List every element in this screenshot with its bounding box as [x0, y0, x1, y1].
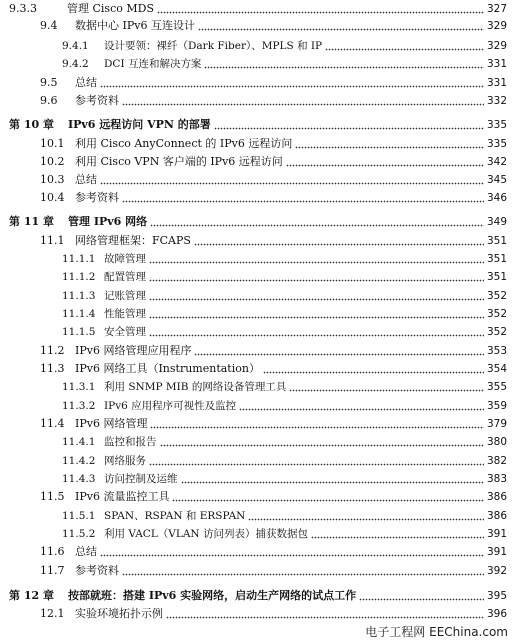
toc-entry-title: 性能管理	[104, 308, 146, 320]
toc-entry-title: 配置管理	[104, 271, 146, 283]
toc-entry	[0, 232, 514, 250]
toc-entry-page: 392	[486, 565, 507, 577]
toc-entry-number: 11.5.1	[62, 510, 96, 522]
toc-entry-title: 总结	[75, 545, 97, 558]
toc-entry-page: 331	[486, 58, 507, 70]
toc-entry-title: IPv6 远程访问 VPN 的部署	[68, 118, 211, 131]
toc-entry-number: 9.4	[40, 19, 58, 32]
toc-entry-number: 9.4.2	[62, 58, 89, 70]
watermark: 电子工程网 EEChina.com	[365, 625, 508, 639]
toc-entry	[0, 342, 514, 360]
toc-entry-number: 11.3.2	[62, 400, 96, 412]
toc-entry-page: 329	[486, 20, 507, 32]
toc-dot-leader	[181, 470, 484, 488]
toc-entry-title: IPv6 网络工具（Instrumentation）	[75, 362, 260, 375]
toc-entry-page: 346	[486, 192, 507, 204]
toc-entry-page: 386	[486, 491, 507, 503]
toc-dot-leader	[204, 55, 484, 73]
toc-entry	[0, 525, 514, 543]
toc-entry-number: 第 11 章	[9, 215, 54, 228]
toc-chapter-entry	[0, 587, 514, 605]
toc-dot-leader	[295, 135, 484, 153]
toc-dot-leader	[194, 232, 484, 250]
toc-entry-number: 12.1	[40, 607, 65, 620]
toc-entry	[0, 17, 514, 35]
toc-chapter-entry	[0, 116, 514, 134]
toc-entry	[0, 305, 514, 323]
toc-entry-title: 数据中心 IPv6 互连设计	[75, 19, 195, 32]
toc-entry-number: 10.2	[40, 155, 65, 168]
toc-entry	[0, 55, 514, 73]
toc-entry-page: 383	[486, 473, 507, 485]
toc-entry	[0, 74, 514, 92]
toc-entry	[0, 562, 514, 580]
toc-entry-title: 访问控制及运维	[104, 473, 178, 485]
toc-entry-title: IPv6 网络管理应用程序	[75, 344, 192, 357]
toc-dot-leader	[311, 525, 484, 543]
toc-entry-title: 设计要领：裸纤（Dark Fiber）、MPLS 和 IP	[104, 40, 323, 52]
toc-entry-page: 352	[486, 326, 507, 338]
toc-entry	[0, 415, 514, 433]
toc-entry-page: 331	[486, 77, 507, 89]
toc-dot-leader	[150, 415, 484, 433]
toc-entry	[0, 543, 514, 561]
toc-entry-page: 391	[486, 528, 507, 540]
toc-entry-page: 342	[486, 156, 507, 168]
toc-dot-leader	[157, 0, 484, 18]
toc-entry	[0, 378, 514, 396]
toc-entry-page: 395	[486, 590, 507, 602]
toc-entry-page: 332	[486, 95, 507, 107]
toc-entry-number: 10.4	[40, 191, 65, 204]
toc-entry-title: 记账管理	[104, 290, 146, 302]
toc-entry-page: 353	[486, 345, 507, 357]
toc-entry-page: 386	[486, 510, 507, 522]
toc-entry-title: IPv6 流量监控工具	[75, 490, 170, 503]
toc-entry-title: IPv6 应用程序可视性及监控	[104, 400, 237, 412]
toc-entry-page: 382	[486, 455, 507, 467]
toc-entry-number: 第 10 章	[9, 118, 54, 131]
toc-chapter-entry	[0, 213, 514, 231]
toc-entry-title: 参考资料	[75, 191, 119, 204]
toc-entry-title: 利用 Cisco VPN 客户端的 IPv6 远程访问	[75, 155, 283, 168]
toc-entry-page: 359	[486, 400, 507, 412]
toc-entry	[0, 470, 514, 488]
toc-dot-leader	[166, 605, 484, 623]
toc-entry-title: DCI 互连和解决方案	[104, 58, 202, 70]
toc-dot-leader	[100, 543, 484, 561]
toc-entry-page: 349	[486, 216, 507, 228]
toc-entry	[0, 268, 514, 286]
toc-entry-number: 11.1.2	[62, 271, 96, 283]
toc-entry	[0, 135, 514, 153]
toc-dot-leader	[122, 92, 484, 110]
toc-entry-page: 345	[486, 174, 507, 186]
toc-dot-leader	[149, 323, 484, 341]
toc-entry-title: 总结	[75, 173, 97, 186]
toc-entry-page: 329	[486, 40, 507, 52]
toc-entry-title: 实验环境拓扑示例	[75, 607, 163, 620]
toc-entry-page: 351	[486, 253, 507, 265]
toc-dot-leader	[100, 171, 484, 189]
toc-entry-number: 10.1	[40, 137, 65, 150]
toc-entry-page: 380	[486, 436, 507, 448]
toc-entry-number: 9.4.1	[62, 40, 89, 52]
toc-dot-leader	[150, 213, 484, 231]
toc-entry	[0, 488, 514, 506]
toc-dot-leader	[325, 37, 484, 55]
toc-entry-title: 利用 VACL（VLAN 访问列表）捕获数据包	[104, 528, 308, 540]
toc-entry-number: 11.5.2	[62, 528, 96, 540]
toc-entry-title: 参考资料	[75, 94, 119, 107]
toc-entry-title: 总结	[75, 76, 97, 89]
toc-dot-leader	[149, 250, 484, 268]
toc-entry	[0, 323, 514, 341]
toc-entry	[0, 0, 514, 18]
toc-entry	[0, 92, 514, 110]
toc-dot-leader	[172, 488, 484, 506]
toc-entry-page: 391	[486, 546, 507, 558]
toc-entry-title: SPAN、RSPAN 和 ERSPAN	[104, 510, 246, 522]
toc-entry	[0, 37, 514, 55]
toc-entry-number: 11.4	[40, 417, 65, 430]
toc-dot-leader	[214, 116, 484, 134]
toc-entry-page: 327	[486, 3, 507, 15]
toc-entry-number: 11.6	[40, 545, 65, 558]
toc-dot-leader	[359, 587, 484, 605]
toc-entry-title: 故障管理	[104, 253, 146, 265]
toc-dot-leader	[160, 433, 484, 451]
toc-entry-page: 354	[486, 363, 507, 375]
toc-entry-number: 11.1.5	[62, 326, 96, 338]
toc-entry-number: 11.4.1	[62, 436, 96, 448]
toc-entry-page: 335	[486, 138, 507, 150]
toc-dot-leader	[149, 305, 484, 323]
toc-entry-page: 335	[486, 119, 507, 131]
toc-dot-leader	[263, 360, 484, 378]
toc-dot-leader	[122, 189, 484, 207]
toc-entry-title: 网络服务	[104, 455, 146, 467]
toc-entry-number: 9.6	[40, 94, 58, 107]
toc-entry-page: 351	[486, 271, 507, 283]
toc-entry-number: 11.1	[40, 234, 65, 247]
toc-dot-leader	[149, 268, 484, 286]
toc-dot-leader	[149, 452, 484, 470]
toc-entry-title: 利用 SNMP MIB 的网络设备管理工具	[104, 381, 287, 393]
toc-entry	[0, 250, 514, 268]
toc-entry-page: 355	[486, 381, 507, 393]
toc-entry	[0, 452, 514, 470]
toc-entry-number: 11.1.3	[62, 290, 96, 302]
toc-entry	[0, 605, 514, 623]
toc-dot-leader	[289, 378, 484, 396]
toc-dot-leader	[198, 17, 484, 35]
toc-entry-number: 11.5	[40, 490, 65, 503]
toc-entry-number: 第 12 章	[9, 589, 54, 602]
toc-entry-number: 11.4.2	[62, 455, 96, 467]
toc-entry-title: 管理 IPv6 网络	[68, 215, 148, 228]
toc-entry-number: 11.3.1	[62, 381, 96, 393]
toc-entry	[0, 189, 514, 207]
toc-entry-title: 按部就班：搭建 IPv6 实验网络，启动生产网络的试点工作	[68, 589, 357, 602]
toc-entry	[0, 507, 514, 525]
toc-entry	[0, 171, 514, 189]
toc-dot-leader	[122, 562, 484, 580]
toc-entry-number: 9.5	[40, 76, 58, 89]
toc-entry	[0, 287, 514, 305]
toc-entry-number: 10.3	[40, 173, 65, 186]
toc-dot-leader	[149, 287, 484, 305]
toc-dot-leader	[286, 153, 484, 171]
toc-dot-leader	[194, 342, 484, 360]
toc-entry-title: 安全管理	[104, 326, 146, 338]
toc-entry-title: 监控和报告	[104, 436, 157, 448]
toc-entry-page: 352	[486, 290, 507, 302]
toc-entry-title: 参考资料	[75, 564, 119, 577]
toc-entry-page: 351	[486, 235, 507, 247]
toc-entry-title: 网络管理框架：FCAPS	[75, 234, 191, 247]
toc-entry-number: 11.2	[40, 344, 65, 357]
toc-entry-page: 396	[486, 608, 507, 620]
toc-dot-leader	[248, 507, 484, 525]
toc-entry-title: 管理 Cisco MDS	[67, 2, 154, 15]
toc-entry	[0, 397, 514, 415]
toc-entry-title: IPv6 网络管理	[75, 417, 148, 430]
toc-entry	[0, 153, 514, 171]
toc-entry-number: 9.3.3	[9, 2, 37, 15]
toc-entry-title: 利用 Cisco AnyConnect 的 IPv6 远程访问	[75, 137, 293, 150]
toc-entry	[0, 433, 514, 451]
toc-entry	[0, 360, 514, 378]
toc-entry-number: 11.4.3	[62, 473, 96, 485]
toc-entry-page: 379	[486, 418, 507, 430]
toc-entry-number: 11.3	[40, 362, 65, 375]
toc-dot-leader	[100, 74, 484, 92]
toc-entry-number: 11.1.1	[62, 253, 96, 265]
toc-entry-number: 11.7	[40, 564, 65, 577]
toc-dot-leader	[239, 397, 484, 415]
toc-entry-page: 352	[486, 308, 507, 320]
toc-entry-number: 11.1.4	[62, 308, 96, 320]
